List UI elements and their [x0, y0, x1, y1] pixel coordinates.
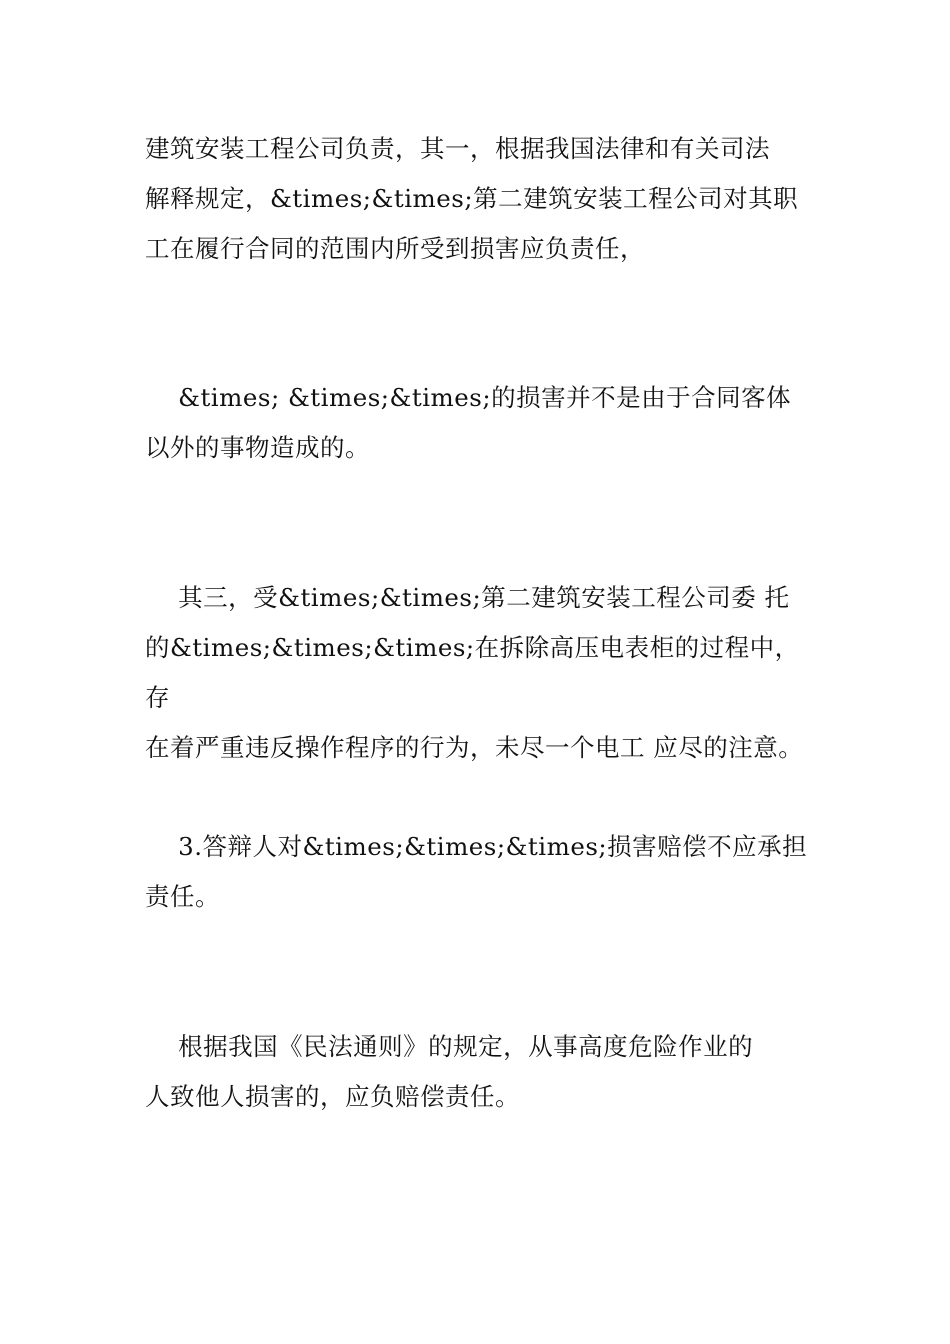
text-line: &times; &times;&times;的损害并不是由于合同客体	[145, 383, 792, 412]
text-line: 建筑安装工程公司负责，其一，根据我国法律和有关司法	[145, 134, 770, 163]
text-line: 3.答辩人对&times;&times;&times;损害赔偿不应承担	[145, 832, 808, 861]
paragraph-section-3	[145, 822, 810, 922]
paragraph-civil-law	[145, 1022, 810, 1122]
text-line: 人致他人损害的，应负赔偿责任。	[145, 1082, 520, 1111]
text-line: 其三，受&times;&times;第二建筑安装工程公司委 托	[145, 583, 790, 612]
text-line: 的&times;&times;&times;在拆除高压电表柜的过程中，存	[145, 633, 800, 712]
paragraph-liability-1	[145, 124, 810, 274]
text-line: 在着严重违反操作程序的行为，未尽一个电工 应尽的注意。	[145, 733, 804, 762]
text-line: 责任。	[145, 882, 220, 911]
paragraph-point-three	[145, 573, 810, 773]
paragraph-damage-cause	[145, 373, 810, 473]
text-line: 根据我国《民法通则》的规定，从事高度危险作业的	[145, 1032, 754, 1061]
text-line: 解释规定，&times;&times;第二建筑安装工程公司对其职	[145, 184, 799, 213]
text-line: 工在履行合同的范围内所受到损害应负责任，	[145, 234, 645, 263]
text-line: 以外的事物造成的。	[145, 433, 370, 462]
